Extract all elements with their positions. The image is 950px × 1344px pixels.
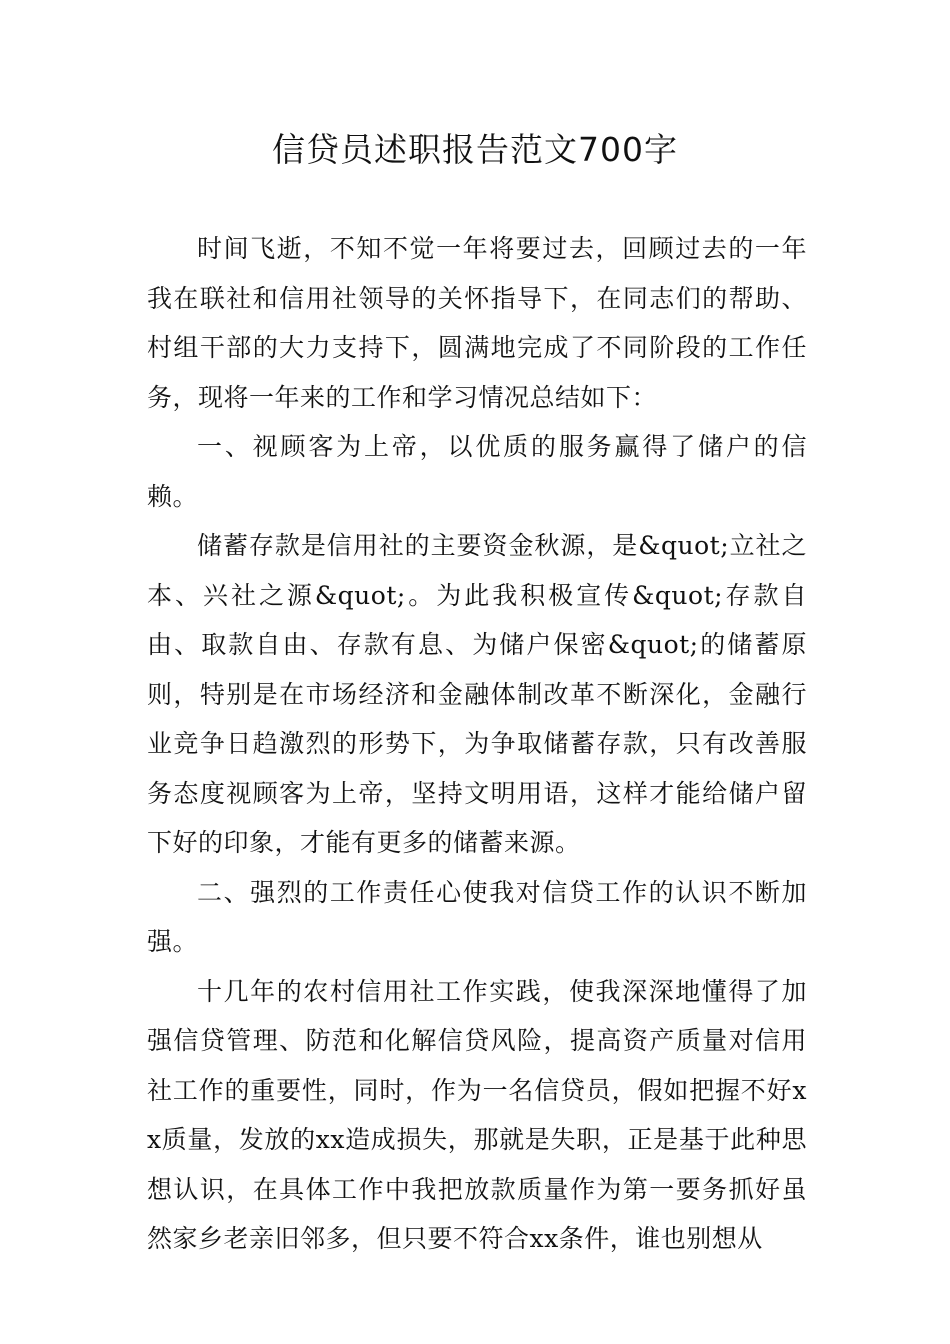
paragraph-credit-practice: 十几年的农村信用社工作实践，使我深深地懂得了加强信贷管理、防范和化解信贷风险，提高资产质量对信用社工作的重要性，同时，作为一名信贷员，假如把握不好xx质量，发放的xx造成损失，那就是失职，正是基于此种思想认识，在具体工作中我把放款质量作为第一要务抓好虽然家乡老亲旧邻多，但只要不符合xx条件，谁也别想从 — [147, 976, 807, 1253]
paragraph-section-one-heading: 一、视顾客为上帝，以优质的服务赢得了储户的信赖。 — [147, 432, 807, 511]
document-body — [147, 224, 807, 1264]
paragraph-savings: 储蓄存款是信用社的主要资金秋源，是&quot;立社之本、兴社之源&quot;。为此我积极宣传&quot;存款自由、取款自由、存款有息、为储户保密&quot;的储蓄原则，特别是在市场经济和金融体制改革不断深化，金融行业竞争日趋激烈的形势下，为争取储蓄存款，只有改善服务态度视顾客为上帝，坚持文明用语，这样才能给储户留下好的印象，才能有更多的储蓄来源。 — [147, 531, 807, 857]
paragraph-intro: 时间飞逝，不知不觉一年将要过去，回顾过去的一年我在联社和信用社领导的关怀指导下，在同志们的帮助、村组干部的大力支持下，圆满地完成了不同阶段的工作任务，现将一年来的工作和学习情况总结如下： — [147, 234, 807, 412]
paragraph-section-two-heading: 二、强烈的工作责任心使我对信贷工作的认识不断加强。 — [147, 877, 807, 956]
document-title: 信贷员述职报告范文700字 — [272, 130, 678, 169]
